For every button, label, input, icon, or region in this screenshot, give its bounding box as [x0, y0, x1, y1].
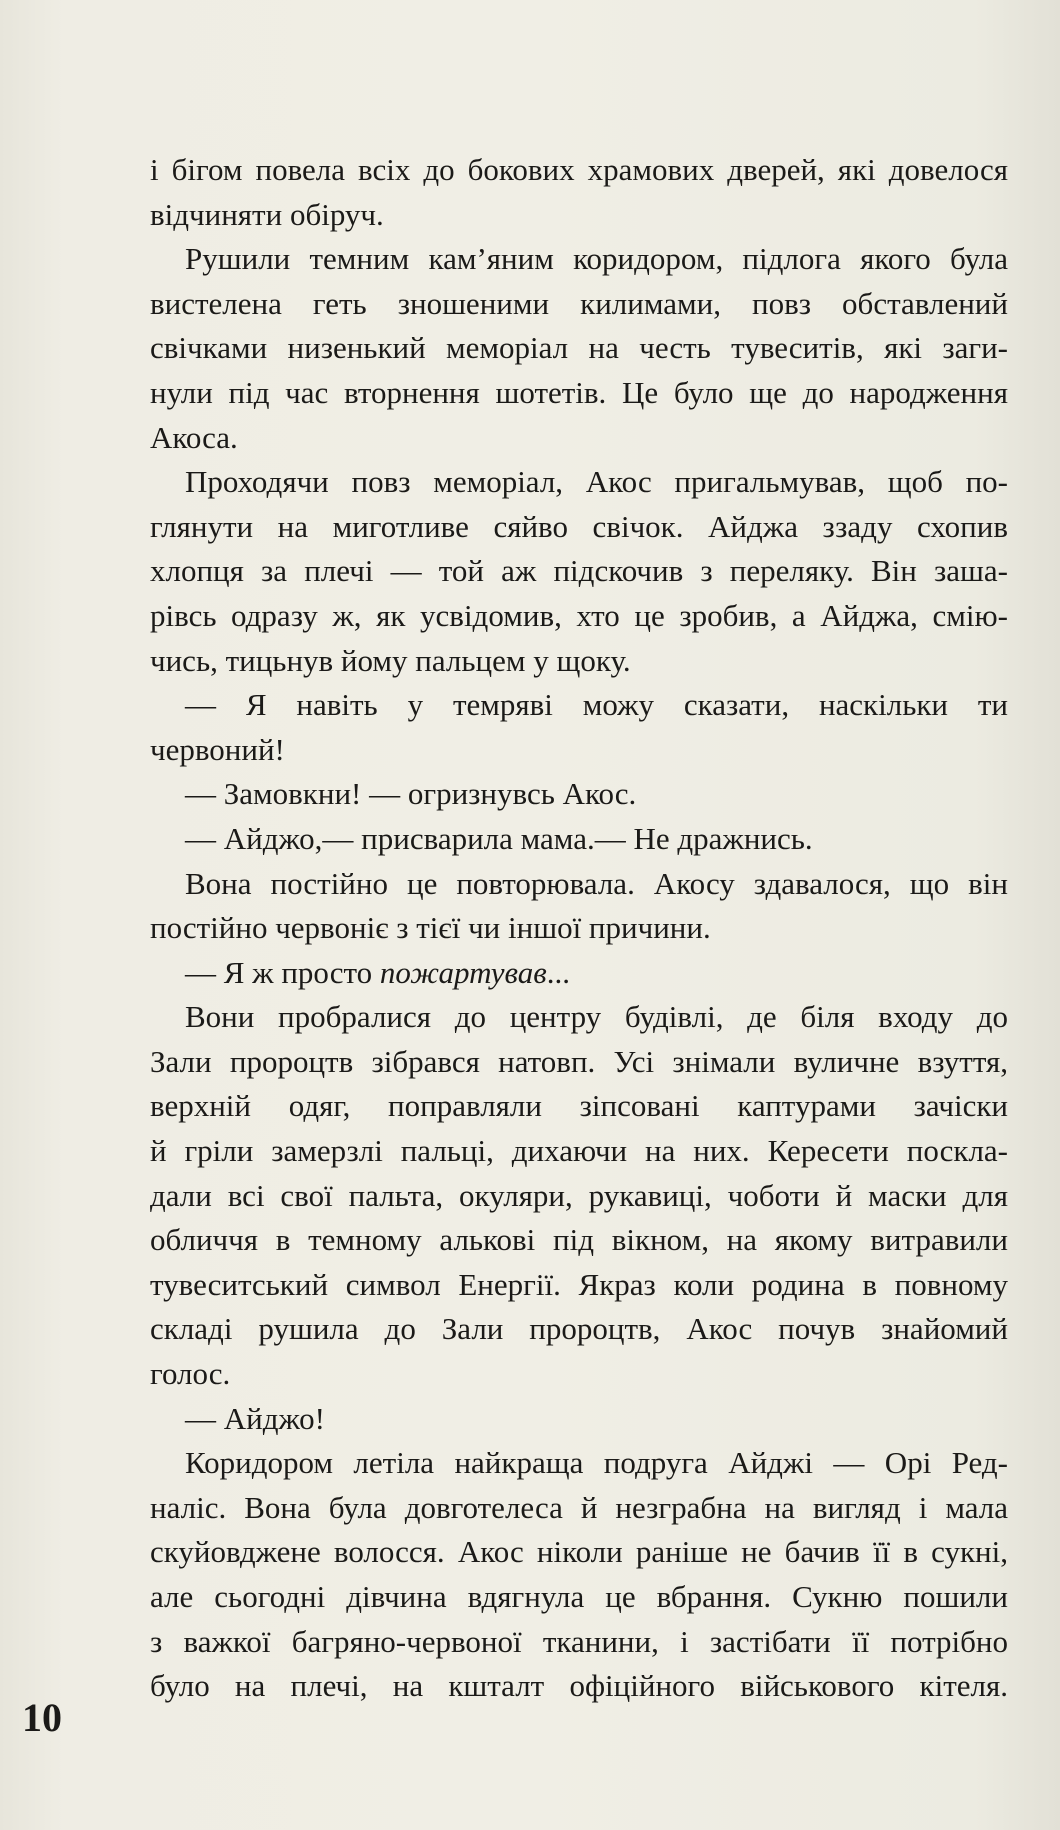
text-line: червоний! [150, 731, 285, 767]
text-line: Проходячи повз меморіал, Акос пригальмував, щоб по- [185, 464, 1008, 500]
text-line: свічками низенький меморіал на честь тувеситів, які заги- [150, 330, 1008, 366]
text-line: тувеситський символ Енергії. Якраз коли родина в повному [150, 1266, 1008, 1302]
text-line: складі рушила до Зали пророцтв, Акос почув знайомий [150, 1311, 1008, 1347]
text-line: наліс. Вона була довготелеса й незграбна на вигляд і мала [150, 1489, 1008, 1525]
text-segment: ... [546, 954, 570, 990]
text-line: Рушили темним кам’яним коридором, підлога якого була [185, 241, 1008, 277]
text-line: і бігом повела всіх до бокових храмових дверей, які довелося [150, 152, 1008, 187]
text-line: — Айджо! [185, 1400, 325, 1436]
text-line: й гріли замерзлі пальці, дихаючи на них. Кересети поскла- [150, 1133, 1008, 1169]
text-line: обличчя в темному алькові під вікном, на якому витравили [150, 1222, 1008, 1258]
text-line: нули під час вторнення шотетів. Це було ще до народження [150, 374, 1008, 410]
text-line: голос. [150, 1356, 231, 1392]
text-line: Вони пробралися до центру будівлі, де біля входу до [185, 999, 1008, 1035]
text-line: чись, тицьнув йому пальцем у щоку. [150, 642, 631, 678]
text-line: відчиняти обіруч. [150, 196, 384, 232]
text-line: глянути на миготливе сяйво свічок. Айджа ззаду схопив [150, 508, 1008, 544]
text-line: вистелена геть зношеними килимами, повз обставлений [150, 285, 1008, 321]
italic-text: пожартував [379, 954, 547, 990]
text-line: Зали пророцтв зібрався натовп. Усі знімали вуличне взуття, [150, 1043, 1008, 1079]
text-line: рівсь одразу ж, як усвідомив, хто це зробив, а Айджа, смію- [150, 597, 1008, 633]
text-line: Вона постійно це повторювала. Акосу здавалося, що він [185, 865, 1008, 901]
text-line: було на плечі, на кшталт офіційного військового кітеля. [150, 1668, 1008, 1704]
text-line: хлопця за плечі — той аж підскочив з переляку. Він заша- [150, 553, 1008, 589]
text-line: постійно червоніє з тієї чи іншої причини. [150, 910, 711, 946]
page-number: 10 [22, 1695, 62, 1740]
text-line: верхній одяг, поправляли зіпсовані каптурами зачіски [150, 1088, 1008, 1124]
text-line: — Я навіть у темряві можу сказати, наскільки ти [185, 687, 1008, 723]
text-line: — Айджо,— присварила мама.— Не дражнись. [185, 820, 813, 856]
page-body-text [150, 148, 1008, 1709]
text-segment: — Я ж просто [185, 954, 380, 990]
text-line: — Замовкни! — огризнувсь Акос. [185, 776, 637, 812]
text-line [150, 951, 1008, 996]
text-line: але сьогодні дівчина вдягнула це вбрання. Сукню пошили [150, 1579, 1008, 1614]
text-line: Коридором летіла найкраща подруга Айджі — Орі Ред- [185, 1445, 1008, 1481]
text-line: Акоса. [150, 419, 238, 455]
text-line: скуйовджене волосся. Акос ніколи раніше не бачив її в сукні, [150, 1534, 1008, 1570]
text-line: дали всі свої пальта, окуляри, рукавиці, чоботи й маски для [150, 1177, 1008, 1213]
text-line: з важкої багряно-червоної тканини, і застібати її потрібно [150, 1623, 1008, 1659]
